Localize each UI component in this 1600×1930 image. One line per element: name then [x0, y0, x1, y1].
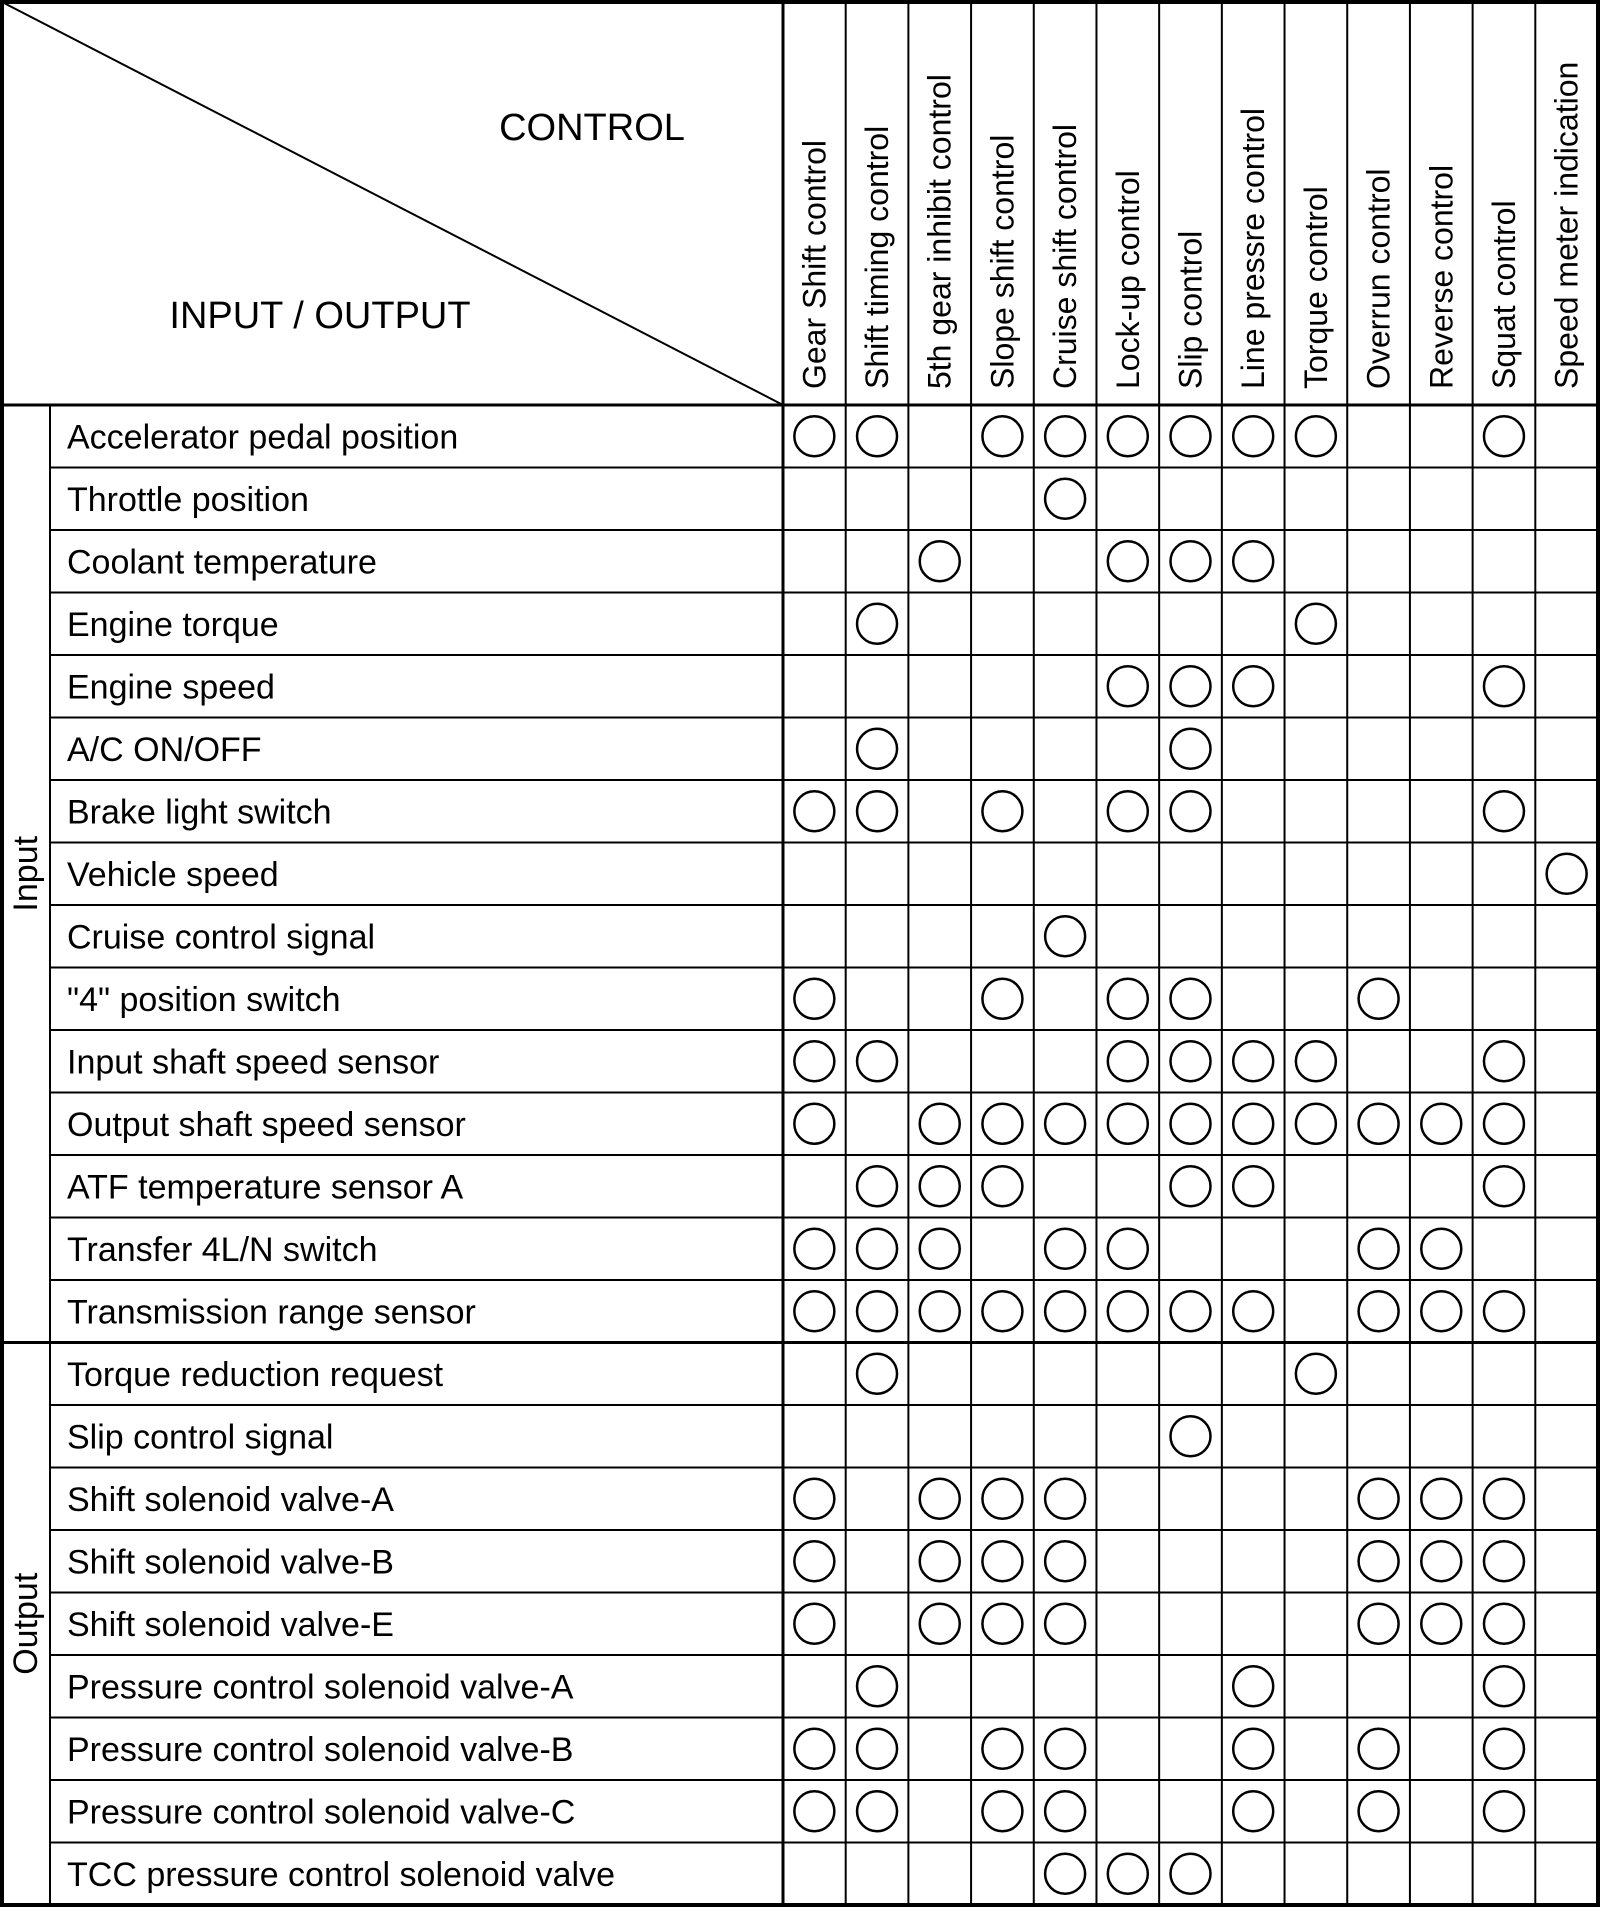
check-circle-mark	[920, 1104, 960, 1144]
check-circle-mark	[1171, 1416, 1211, 1456]
row-label: "4" position switch	[67, 980, 341, 1019]
row-label: Pressure control solenoid valve-B	[67, 1730, 574, 1769]
row-label: Output shaft speed sensor	[67, 1105, 466, 1144]
row-label: Transfer 4L/N switch	[67, 1230, 378, 1269]
check-circle-mark	[794, 416, 834, 456]
check-circle-mark	[1233, 1291, 1273, 1331]
check-circle-mark	[1045, 1854, 1085, 1894]
group-label-input: Input	[7, 835, 45, 912]
check-circle-mark	[982, 1166, 1022, 1206]
row-label: Engine speed	[67, 668, 275, 707]
check-circle-mark	[1171, 416, 1211, 456]
check-circle-mark	[982, 1104, 1022, 1144]
column-header: Overrun control	[1360, 168, 1397, 389]
check-circle-mark	[1359, 1541, 1399, 1581]
check-circle-mark	[1233, 1666, 1273, 1706]
check-circle-mark	[982, 1291, 1022, 1331]
check-circle-mark	[794, 1729, 834, 1769]
row-label: Torque reduction request	[67, 1355, 444, 1394]
check-circle-mark	[1171, 1291, 1211, 1331]
check-circle-mark	[1359, 979, 1399, 1019]
check-circle-mark	[1171, 791, 1211, 831]
row-label: Brake light switch	[67, 793, 332, 832]
check-circle-mark	[1171, 1854, 1211, 1894]
check-circle-mark	[794, 1104, 834, 1144]
check-circle-mark	[1484, 416, 1524, 456]
column-header: Slip control	[1172, 230, 1209, 389]
check-circle-mark	[1484, 1291, 1524, 1331]
column-header: Gear Shift control	[796, 139, 833, 389]
check-circle-mark	[1171, 1166, 1211, 1206]
check-circle-mark	[1296, 1041, 1336, 1081]
group-label-output: Output	[7, 1572, 45, 1675]
check-circle-mark	[1421, 1291, 1461, 1331]
column-header: Lock-up control	[1109, 170, 1146, 389]
check-circle-mark	[982, 1479, 1022, 1519]
check-circle-mark	[794, 1229, 834, 1269]
check-circle-mark	[1171, 1104, 1211, 1144]
check-circle-mark	[982, 791, 1022, 831]
check-circle-mark	[1233, 1104, 1273, 1144]
check-circle-mark	[920, 541, 960, 581]
row-label: Shift solenoid valve-B	[67, 1543, 394, 1582]
check-circle-mark	[1233, 1791, 1273, 1831]
check-circle-mark	[1171, 1041, 1211, 1081]
check-circle-mark	[982, 1541, 1022, 1581]
check-circle-mark	[1359, 1604, 1399, 1644]
check-circle-mark	[1108, 666, 1148, 706]
check-circle-mark	[1108, 1291, 1148, 1331]
check-circle-mark	[1045, 1104, 1085, 1144]
check-circle-mark	[1108, 416, 1148, 456]
check-circle-mark	[982, 979, 1022, 1019]
check-circle-mark	[1045, 1291, 1085, 1331]
check-circle-mark	[1045, 1604, 1085, 1644]
row-label: Pressure control solenoid valve-C	[67, 1793, 576, 1832]
check-circle-mark	[1484, 1666, 1524, 1706]
check-circle-mark	[1484, 791, 1524, 831]
check-circle-mark	[1421, 1104, 1461, 1144]
check-circle-mark	[794, 1479, 834, 1519]
row-label: Accelerator pedal position	[67, 418, 459, 457]
check-circle-mark	[1484, 1166, 1524, 1206]
check-circle-mark	[857, 604, 897, 644]
check-circle-mark	[1296, 604, 1336, 644]
column-headers	[796, 62, 1584, 389]
check-circle-mark	[794, 1291, 834, 1331]
check-circle-mark	[857, 1041, 897, 1081]
check-circle-mark	[1233, 1729, 1273, 1769]
check-circle-mark	[1296, 1104, 1336, 1144]
check-circle-mark	[1233, 416, 1273, 456]
check-circle-mark	[857, 1291, 897, 1331]
row-label: Transmission range sensor	[67, 1293, 476, 1332]
check-circle-mark	[920, 1166, 960, 1206]
check-circle-mark	[857, 1729, 897, 1769]
row-label: TCC pressure control solenoid valve	[67, 1855, 616, 1894]
row-label: ATF temperature sensor A	[67, 1168, 464, 1207]
check-circle-mark	[1421, 1229, 1461, 1269]
row-label: Slip control signal	[67, 1418, 334, 1457]
check-circle-mark	[1484, 1729, 1524, 1769]
check-circle-mark	[1108, 979, 1148, 1019]
check-circle-mark	[1484, 1479, 1524, 1519]
check-circle-mark	[1233, 666, 1273, 706]
check-circle-mark	[1296, 1354, 1336, 1394]
check-circle-mark	[920, 1479, 960, 1519]
column-header: 5th gear inhibit control	[921, 74, 958, 389]
header-diagonal-line	[2, 2, 783, 405]
check-circle-mark	[1421, 1541, 1461, 1581]
row-label: Vehicle speed	[67, 855, 279, 894]
check-circle-mark	[794, 1041, 834, 1081]
check-circle-mark	[920, 1541, 960, 1581]
row-label: Throttle position	[67, 480, 309, 519]
input-output-header-label: INPUT / OUTPUT	[169, 295, 471, 337]
check-circle-mark	[1233, 541, 1273, 581]
check-circle-mark	[857, 791, 897, 831]
check-circle-mark	[1484, 1791, 1524, 1831]
check-circle-mark	[982, 416, 1022, 456]
check-circle-mark	[1296, 416, 1336, 456]
column-header: Cruise shift control	[1047, 124, 1084, 389]
check-circle-mark	[794, 979, 834, 1019]
check-circle-mark	[857, 1166, 897, 1206]
check-circle-mark	[1108, 1229, 1148, 1269]
control-header-label: CONTROL	[499, 107, 685, 149]
row-label: Cruise control signal	[67, 918, 376, 957]
check-circle-mark	[1045, 1479, 1085, 1519]
check-circle-mark	[982, 1729, 1022, 1769]
check-circle-mark	[1045, 916, 1085, 956]
check-circle-mark	[1108, 1854, 1148, 1894]
row-label: Shift solenoid valve-E	[67, 1605, 394, 1644]
row-label: Shift solenoid valve-A	[67, 1480, 394, 1519]
column-header: Speed meter indication	[1548, 61, 1585, 389]
check-circle-mark	[1421, 1604, 1461, 1644]
column-header: Torque control	[1297, 186, 1334, 389]
check-circle-mark	[920, 1291, 960, 1331]
check-circle-mark	[920, 1229, 960, 1269]
check-circle-mark	[982, 1791, 1022, 1831]
check-circle-mark	[857, 729, 897, 769]
column-header: Shift timing control	[859, 125, 896, 389]
check-circle-mark	[1233, 1166, 1273, 1206]
check-circle-mark	[1108, 1104, 1148, 1144]
check-circle-mark	[1233, 1041, 1273, 1081]
check-circle-mark	[1359, 1229, 1399, 1269]
check-circle-mark	[1359, 1479, 1399, 1519]
check-circle-mark	[1108, 1041, 1148, 1081]
check-circle-mark	[1484, 1604, 1524, 1644]
row-label: Coolant temperature	[67, 543, 377, 582]
check-circle-mark	[1045, 1229, 1085, 1269]
column-header: Reverse control	[1423, 164, 1460, 389]
check-circle-mark	[794, 1541, 834, 1581]
column-header: Slope shift control	[984, 134, 1021, 389]
group-labels	[7, 835, 45, 1674]
check-circle-mark	[1171, 729, 1211, 769]
check-circle-mark	[794, 1791, 834, 1831]
check-circle-mark	[1421, 1479, 1461, 1519]
check-circle-mark	[1171, 979, 1211, 1019]
check-circle-mark	[1359, 1791, 1399, 1831]
check-circle-mark	[1484, 1541, 1524, 1581]
check-circle-mark	[1171, 666, 1211, 706]
column-header: Squat control	[1485, 200, 1522, 389]
check-circle-mark	[1359, 1729, 1399, 1769]
check-circle-mark	[1359, 1291, 1399, 1331]
check-circle-mark	[920, 1604, 960, 1644]
check-circle-mark	[857, 1354, 897, 1394]
check-circle-mark	[794, 1604, 834, 1644]
row-label: Input shaft speed sensor	[67, 1043, 440, 1082]
check-circle-mark	[1045, 1729, 1085, 1769]
check-circle-mark	[1045, 1541, 1085, 1581]
row-label: Engine torque	[67, 605, 279, 644]
check-circle-mark	[1359, 1104, 1399, 1144]
check-circle-mark	[982, 1604, 1022, 1644]
check-circle-mark	[857, 1666, 897, 1706]
row-label: A/C ON/OFF	[67, 730, 262, 769]
check-circle-mark	[1108, 541, 1148, 581]
check-circle-mark	[857, 1229, 897, 1269]
column-header: Line pressre control	[1235, 107, 1272, 389]
check-circle-mark	[1108, 791, 1148, 831]
check-circle-mark	[794, 791, 834, 831]
check-circle-mark	[1045, 1791, 1085, 1831]
check-circle-mark	[857, 1791, 897, 1831]
check-circle-mark	[1547, 854, 1587, 894]
check-circle-mark	[1045, 479, 1085, 519]
check-circle-mark	[1484, 666, 1524, 706]
check-circle-mark	[1171, 541, 1211, 581]
check-circle-mark	[1484, 1104, 1524, 1144]
check-circle-mark	[857, 416, 897, 456]
row-label: Pressure control solenoid valve-A	[67, 1668, 574, 1707]
check-circle-mark	[1045, 416, 1085, 456]
check-circle-mark	[1484, 1041, 1524, 1081]
